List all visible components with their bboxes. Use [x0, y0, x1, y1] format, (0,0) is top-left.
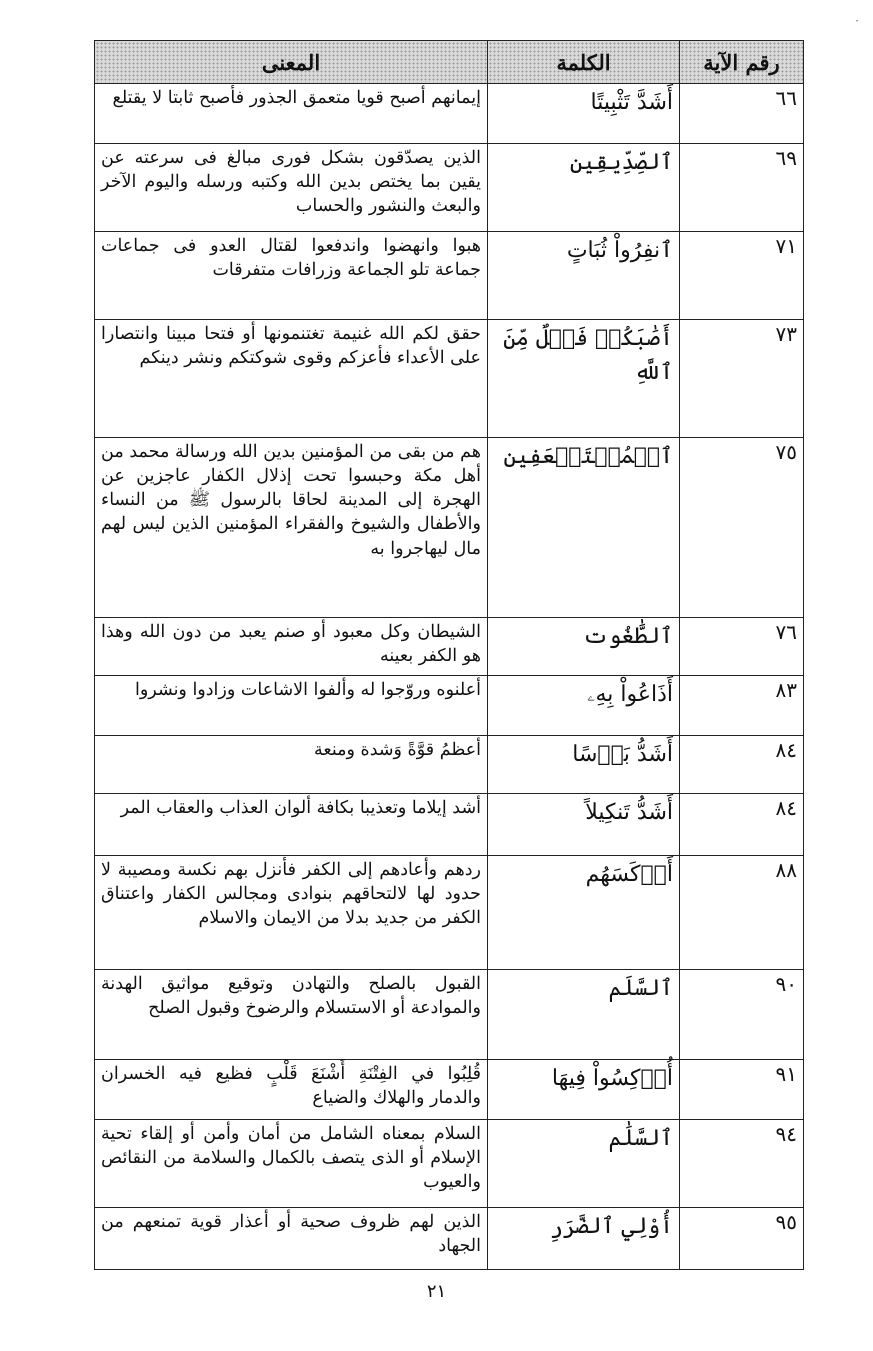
verse-number-cell: ٦٦ [680, 84, 804, 144]
table-row [95, 618, 804, 676]
word-cell: أَشَدُّ تَنكِيلاً [488, 794, 680, 856]
meaning-cell: أشد إيلاما وتعذيبا بكافة ألوان العذاب والعقاب المر [95, 794, 488, 856]
verse-number-cell: ٩٥ [680, 1208, 804, 1270]
word-cell: أَرۡكَسَهُم [488, 856, 680, 970]
header-meaning: المعنى [95, 41, 488, 84]
verse-number-cell: ٨٣ [680, 676, 804, 736]
meaning-cell: هبوا وانهضوا واندفعوا لقتال العدو فى جماعات جماعة تلو الجماعة وزرافات متفرقات [95, 232, 488, 320]
word-cell: أَشَدُّ بَأۡسًا [488, 736, 680, 794]
meaning-cell: الشيطان وكل معبود أو صنم يعبد من دون الله وهذا هو الكفر بعينه [95, 618, 488, 676]
table-header-row [95, 41, 804, 84]
table-row [95, 1208, 804, 1270]
verse-number-cell: ٩٤ [680, 1120, 804, 1208]
verse-number-cell: ٨٤ [680, 736, 804, 794]
table-row [95, 232, 804, 320]
word-cell: ٱلصِّدِّيقِين [488, 144, 680, 232]
table-row [95, 736, 804, 794]
word-cell: أَذَاعُواْ بِهِۦ [488, 676, 680, 736]
meaning-cell: هم من بقى من المؤمنين بدين الله ورسالة محمد من أهل مكة وحبسوا تحت إذلال الكفار عاجزين عن الهجرة إلى المدينة لحاقا بالرسول ﷺ من النساء والأطفال والشيوخ والفقراء المؤمنين الذين ليس لهم مال ليهاجروا به [95, 438, 488, 618]
word-cell: ٱلسَّلَم [488, 970, 680, 1060]
verse-number-cell: ٩١ [680, 1060, 804, 1120]
table-row [95, 320, 804, 438]
verse-number-cell: ٨٨ [680, 856, 804, 970]
verse-number-cell: ٩٠ [680, 970, 804, 1060]
table-row [95, 794, 804, 856]
table-row [95, 438, 804, 618]
meaning-cell: حقق لكم الله غنيمة تغتنمونها أو فتحا مبينا وانتصارا على الأعداء فأعزكم وقوى شوكتكم ونشر دينكم [95, 320, 488, 438]
verse-number-cell: ٧٣ [680, 320, 804, 438]
meaning-cell: قُلِبُوا في الفِتْنَةِ أَشْنَعَ قَلْبٍ فظيع فيه الخسران والدمار والهلاك والضياع [95, 1060, 488, 1120]
word-cell: ٱلطَّٰغُوت [488, 618, 680, 676]
meaning-cell: القبول بالصلح والتهادن وتوقيع مواثيق الهدنة والموادعة أو الاستسلام والرضوخ وقبول الصلح [95, 970, 488, 1060]
word-cell: ٱنفِرُواْ ثُبَاتٍ [488, 232, 680, 320]
meaning-cell: السلام بمعناه الشامل من أمان وأمن أو إلقاء تحية الإسلام أو الذى يتصف بالكمال والسلامة من النقائص والعيوب [95, 1120, 488, 1208]
verse-number-cell: ٧١ [680, 232, 804, 320]
table-row [95, 856, 804, 970]
meaning-cell: أعظمُ قوَّةً وَشدة ومنعة [95, 736, 488, 794]
page-number: ٢١ [426, 1281, 447, 1302]
corner-mark: · [855, 14, 859, 28]
table-row [95, 1120, 804, 1208]
word-cell: أُرۡكِسُواْ فِيهَا [488, 1060, 680, 1120]
word-cell: ٱلسَّلَٰم [488, 1120, 680, 1208]
meaning-cell: إيمانهم أصبح قويا متعمق الجذور فأصبح ثابتا لا يقتلع [95, 84, 488, 144]
header-verse-number: رقم الآية [680, 41, 804, 84]
meaning-cell: الذين يصدّقون بشكل فورى مبالغ فى سرعته عن يقين بما يختص بدين الله وكتبه ورسله واليوم الآخر والبعث والنشور والحساب [95, 144, 488, 232]
table-row [95, 676, 804, 736]
word-cell: أُوْلِي ٱلضَّرَرِ [488, 1208, 680, 1270]
header-word: الكلمة [488, 41, 680, 84]
verse-number-cell: ٧٦ [680, 618, 804, 676]
word-cell: أَشَدَّ تَثْبِيتًا [488, 84, 680, 144]
meaning-cell: أعلنوه وروّجوا له وألفوا الاشاعات وزادوا ونشروا [95, 676, 488, 736]
word-cell: ٱلۡمُسۡتَضۡعَفِين [488, 438, 680, 618]
meaning-cell: الذين لهم ظروف صحية أو أعذار قوية تمنعهم من الجهاد [95, 1208, 488, 1270]
table-row [95, 144, 804, 232]
meaning-cell: ردهم وأعادهم إلى الكفر فأنزل بهم نكسة ومصيبة لا حدود لها لالتحاقهم بنوادى ومجالس الكفار واعتناق الكفر من جديد بدلا من الايمان والاسلام [95, 856, 488, 970]
table-row [95, 970, 804, 1060]
verse-number-cell: ٨٤ [680, 794, 804, 856]
verse-number-cell: ٦٩ [680, 144, 804, 232]
word-cell: أَصَٰبَكُمۡ فَضۡلٌ مِّنَ ٱللَّهِ [488, 320, 680, 438]
table-row [95, 84, 804, 144]
verse-number-cell: ٧٥ [680, 438, 804, 618]
vocabulary-table [94, 40, 804, 1270]
table-row [95, 1060, 804, 1120]
